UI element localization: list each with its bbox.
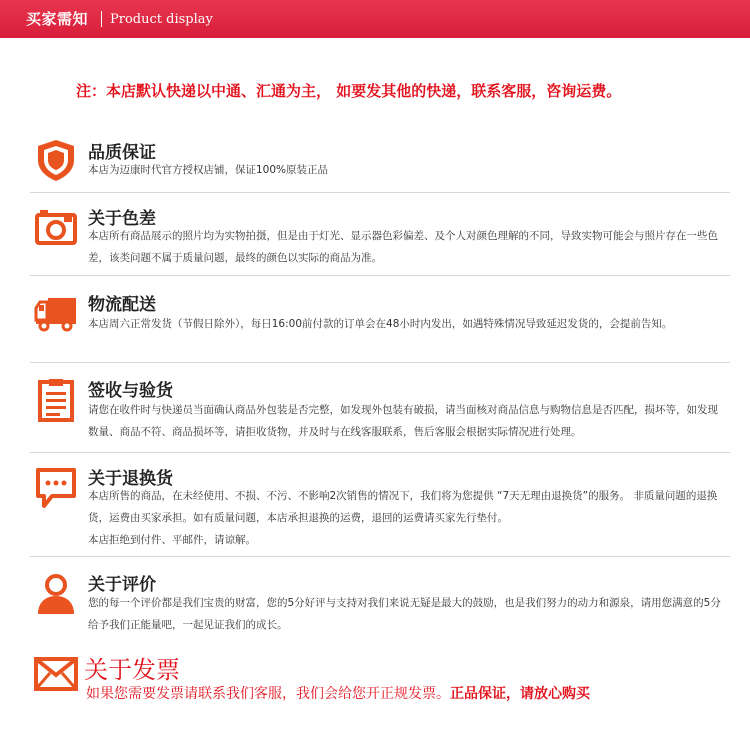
divider — [30, 556, 730, 557]
header-bar — [0, 0, 750, 38]
section-text: 请您在收件时与快递员当面确认商品外包装是否完整，如发现外包装有破损，请当面核对商品信息与购物信息是否匹配，损坏等，如发现数量、商品不符、商品损坏等，请拒收货物，并及时与在线客服联系，售后客服会根据实际情况进行处理。 — [88, 404, 718, 438]
header-subtitle: Product display — [110, 12, 213, 27]
invoice-text — [86, 683, 590, 703]
chat-bubble-icon — [34, 466, 78, 510]
section-text: 本店为迈康时代官方授权店铺，保证100%原装正品 — [88, 164, 329, 176]
invoice-text-regular: 如果您需要发票请联系我们客服，我们会给您开正规发票。 — [86, 686, 450, 702]
section-title: 关于色差 — [88, 209, 156, 229]
envelope-icon — [34, 657, 78, 691]
divider — [30, 192, 730, 193]
clipboard-icon — [34, 378, 78, 422]
invoice-text-strong: 正品保证，请放心购买 — [450, 686, 590, 702]
section-title: 关于退换货 — [88, 469, 173, 489]
divider — [30, 452, 730, 453]
section-title: 签收与验货 — [88, 381, 173, 401]
section-text: 本店所售的商品，在未经使用、不损、不污、不影响2次销售的情况下，我们将为您提供 “7天无理由退换货”的服务。 非质量问题的退换货，运费由买家承担。如有质量问题，本店承担退换的运费，退回的运费请买家先行垫付。 — [88, 490, 718, 524]
section-text-extra: 本店拒绝到付件、平邮件，请谅解。 — [88, 534, 256, 546]
section-text: 本店所有商品展示的照片均为实物拍摄，但是由于灯光、显示器色彩偏差、及个人对颜色理解的不同，导致实物可能会与照片存在一些色差，该类问题不属于质量问题，最终的颜色以实际的商品为准。 — [88, 230, 718, 264]
section-title: 品质保证 — [88, 143, 156, 163]
section-text: 您的每一个评价都是我们宝贵的财富，您的5分好评与支持对我们来说无疑是最大的鼓励，也是我们努力的动力和源泉，请用您满意的5分给予我们正能量吧，一起见证我们的成长。 — [88, 597, 721, 631]
truck-icon — [34, 290, 78, 334]
section-title: 物流配送 — [88, 295, 156, 315]
section-text: 本店周六正常发货（节假日除外），每日16:00前付款的订单会在48小时内发出，如遇特殊情况导致延迟发货的，会提前告知。 — [88, 318, 673, 330]
header-title: 买家需知 — [26, 10, 89, 28]
invoice-title: 关于发票 — [84, 656, 180, 684]
divider — [30, 362, 730, 363]
user-icon — [34, 572, 78, 616]
divider — [30, 275, 730, 276]
shipping-notice: 注：本店默认快递以中通、汇通为主， 如要发其他的快递，联系客服，咨询运费。 — [76, 82, 622, 100]
section-title: 关于评价 — [88, 575, 156, 595]
header-separator — [101, 11, 102, 27]
shield-icon — [34, 138, 78, 182]
camera-icon — [34, 206, 78, 250]
